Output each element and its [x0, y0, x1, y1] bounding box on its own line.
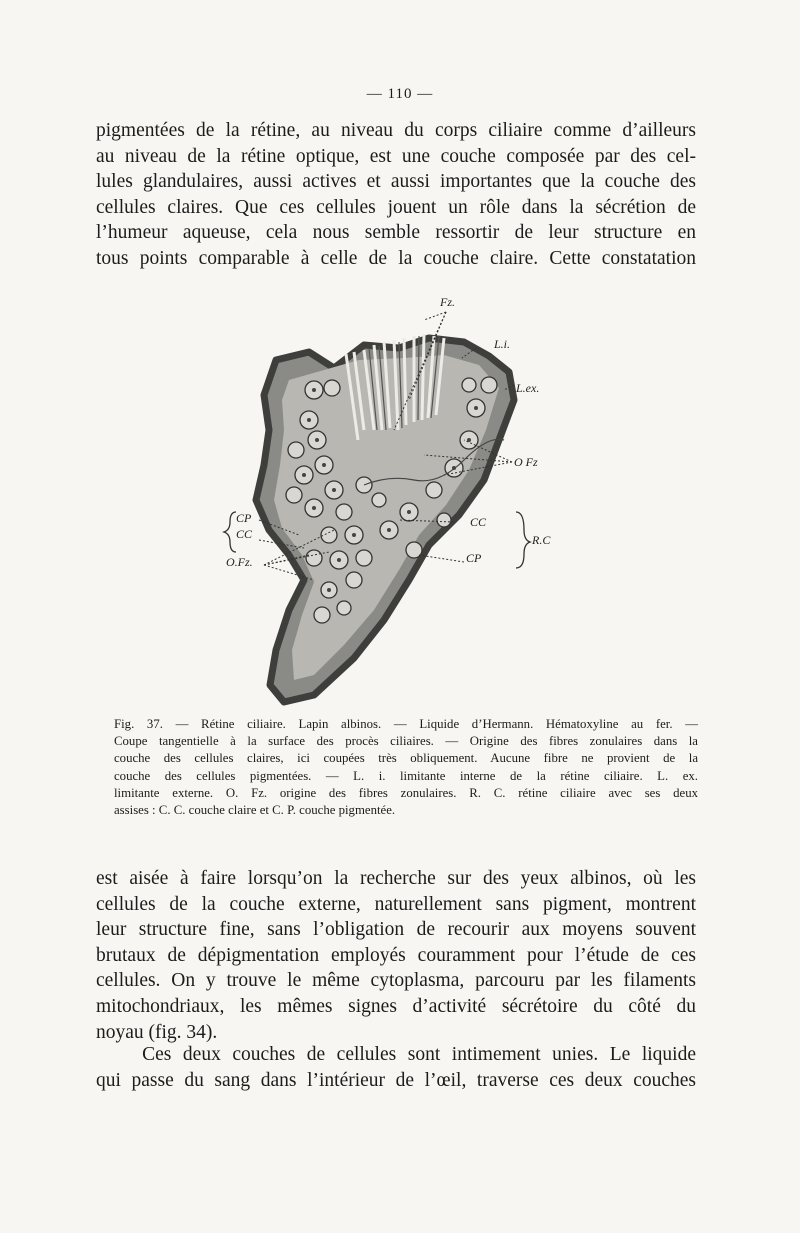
text-line: lules glandulaires, aussi actives et aussi importantes que la couche des: [96, 171, 696, 193]
caption-line: assises : C. C. couche claire et C. P. couche pigmentée.: [114, 803, 396, 818]
text-line: brutaux de dépigmentation employés couramment pour l’étude de ces: [96, 944, 696, 966]
paragraph-top: [96, 118, 696, 272]
label-cc-right: CC: [470, 515, 487, 529]
label-lex: L.ex.: [516, 381, 540, 395]
text-line: mitochondriaux, les mêmes signes d’activité sécrétoire du côté du: [96, 995, 696, 1017]
caption-line: couche des cellules claires, ici coupées très obliquement. Aucune fibre ne provient de la: [114, 751, 698, 766]
text-line: leur structure fine, sans l’obligation de recourir aux moyens souvent: [96, 919, 696, 941]
label-cp-right: CP: [466, 551, 482, 565]
text-line: cellules claires. Que ces cellules jouent un rôle dans la sécrétion de: [96, 196, 696, 218]
page-number: — 110 —: [366, 86, 434, 102]
label-cc-left: CC: [236, 527, 253, 541]
caption-line: limitante externe. O. Fz. origine des fibres zonulaires. R. C. rétine ciliaire avec ses deux: [114, 785, 698, 800]
label-fz: Fz.: [440, 295, 455, 309]
text-line: pigmentées de la rétine, au niveau du corps ciliaire comme d’ailleurs: [96, 120, 696, 141]
label-li: L.i.: [494, 337, 511, 351]
text-line: Ces deux couches de cellules sont intimement unies. Le liquide: [96, 1044, 696, 1065]
label-ofz-right: O Fz: [514, 455, 538, 469]
text-line: est aisée à faire lorsqu’on la recherche sur des yeux albinos, où les: [96, 868, 696, 889]
caption-line: Coupe tangentielle à la surface des procès ciliaires. — Origine des fibres zonulaires dans la: [114, 734, 698, 749]
text-line: noyau (fig. 34).: [96, 1021, 218, 1043]
label-rc: R.C: [532, 533, 551, 547]
text-line: au niveau de la rétine optique, est une couche composée par des cel-: [96, 145, 696, 167]
text-line: tous points comparable à celle de la couche claire. Cette constatation: [96, 247, 696, 269]
label-cp-left: CP: [236, 511, 252, 525]
label-ofz-left: O.Fz.: [226, 555, 253, 569]
figure-retina-illustration: [214, 290, 574, 710]
paragraph-middle: [96, 866, 696, 1045]
paragraph-end: [96, 1042, 696, 1093]
figure-caption: [114, 716, 698, 819]
caption-line: couche des cellules pigmentées. — L. i. limitante interne de la rétine ciliaire. L. ex.: [114, 768, 698, 783]
text-line: l’humeur aqueuse, cela nous semble ressortir de leur structure en: [96, 222, 696, 244]
text-line: cellules de la couche externe, naturellement sans pigment, montrent: [96, 893, 696, 915]
text-line: cellules. On y trouve le même cytoplasma, parcouru par les filaments: [96, 970, 696, 992]
text-line: qui passe du sang dans l’intérieur de l’œil, traverse ces deux couches: [96, 1069, 696, 1091]
caption-line: Fig. 37. — Rétine ciliaire. Lapin albinos. — Liquide d’Hermann. Hématoxyline au fer. —: [114, 717, 698, 731]
